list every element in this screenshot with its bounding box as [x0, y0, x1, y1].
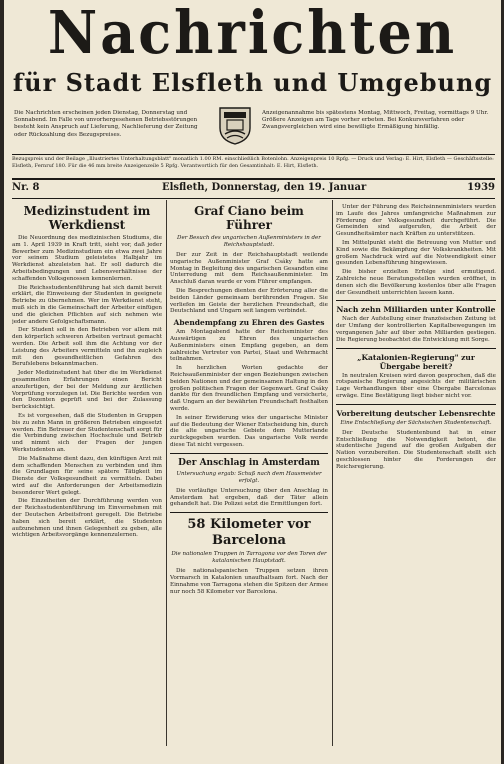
article-paragraph: Die Einzelheiten der Durchführung werden von der Reichsstudentenführung im Einvernehmen mit der Deutschen Arbeitsfront geregelt. Die Betriebe haben sich bereit erklärt, die Studenten aufzunehmen und ihnen Gelegenheit zu geben, alle wichtigen Arbeitsvorgänge kennenzulernen. [12, 498, 162, 539]
article-paragraph: Die Besprechungen dienten der Erörterung aller die beiden Länder gemeinsam berührenden Fragen. Sie verliefen im Geiste der herzlichen Freundschaft, die Deutschland und Ungarn seit langem verbindet. [170, 287, 328, 315]
divider [170, 453, 328, 454]
dateline [12, 182, 495, 196]
article-paragraph: In neutralen Kreisen wird davon gesprochen, daß die rotspanische Regierung angesichts der militärischen Lage Verhandlungen über eine Übergabe Barcelonas erwäge. Eine Bestätigung liegt bisher nicht vor. [336, 372, 496, 399]
article-paragraph: Am Montagabend hatte der Reichsminister des Auswärtigen zu Ehren des ungarischen Außenministers einen Empfang gegeben, an dem zahlreiche Vertreter von Partei, Staat und Wehrmacht teilnahmen. [170, 329, 328, 363]
publication-info: Die Nachrichten erscheinen jeden Dienstag, Donnerstag und Sonnabend. Im Falle von unvorhergesehenen Betriebsstörungen besteht kein Anspruch auf Lieferung, Nachlieferung der Zeitung oder Rückzahlung des Bezugspreises. [14, 110, 198, 138]
section-subhead: Abendempfang zu Ehren des Gastes [173, 318, 325, 328]
article-paragraph: Nach der Aufstellung einer französischen Zeitung ist der Umfang der kontrollierten Kapitalbewegungen im vergangenen Jahr auf über zehn Milliarden gestiegen. Die Regierung beobachtet die Entwicklung mit Sorge. [336, 316, 496, 343]
divider [12, 198, 495, 199]
article-headline: 58 Kilometer vor Barcelona [187, 517, 311, 549]
article-paragraph: Die Reichsstudentenführung hat sich damit bereit erklärt, die Einweisung der Studenten in geeignete Betriebe zu übernehmen. Wer im Werkdienst steht, muß sich in die Gemeinschaft der Arbeiter einfügen und die gleichen Pflichten auf sich nehmen wie jeder andere Gefolgschaftsmann. [12, 284, 162, 325]
article-paragraph: Die bisher erzielten Erfolge sind ermutigend. Zahlreiche neue Beratungsstellen wurden eröffnet, in denen sich die Bevölkerung kostenlos über alle Fragen der Gesundheit unterrichten lassen kann. [336, 269, 496, 296]
article-headline: Vorbereitung deutscher Lebensrechte [336, 408, 496, 418]
imprint-strip: Bezugspreis und der Beilage „Illustriertes Unterhaltungsblatt" monatlich 1.00 RM. einschließlich Botenlohn. Anzeigenpreis 10 Rpfg. — Druck und Verlag: E. Hirt, Elsfleth — Geschäftsstelle: Elsfleth, Fernruf 180. Für die 46 mm breite Anzeigenzeile 5 Rpfg. Verantwortlich für den Gesamtinhalt: E. Hirt, Elsfleth. [12, 156, 494, 169]
article-headline: Der Anschlag in Amsterdam [178, 457, 320, 468]
column-1 [12, 204, 162, 748]
article-paragraph: Der Student soll in den Betrieben vor allem mit den körperlich schweren Arbeiten vertraut gemacht werden. Die Arbeit soll ihm die Achtung vor der Leistung des Arbeiters vermitteln und ihn zugleich mit den gesundheitlichen Gefahren des Berufslebens bekanntmachen. [12, 327, 162, 368]
column-2 [170, 204, 328, 748]
article-paragraph: In herzlichen Worten gedachte der Reichsaußenminister der engen Beziehungen zwischen beiden Nationen und der gemeinsamen Haltung in den großen politischen Fragen der Gegenwart. Graf Csáky dankte für den freundlichen Empfang und versicherte, daß Ungarn an der bewährten Freundschaft festhalten werde. [170, 365, 328, 412]
place-date: Elsfleth, Donnerstag, den 19. Januar [162, 182, 367, 193]
divider [336, 404, 496, 405]
column-3 [336, 204, 496, 748]
newspaper-page [4, 0, 501, 764]
article-subhead: Der Besuch des ungarischen Außenministers in der Reichshauptstadt. [177, 235, 321, 248]
masthead-subtitle: für Stadt Elsfleth und Umgebung [12, 68, 493, 97]
article-paragraph: Die Maßnahme dient dazu, den künftigen Arzt mit dem schaffenden Menschen zu verbinden und ihm die Grundlagen für seine spätere Tätigkeit im Dienste der Volksgesundheit zu vermitteln. Dabei wird auf die Anforderungen der Arbeitsmedizin besonderer Wert gelegt. [12, 455, 162, 496]
divider [12, 154, 495, 155]
article-subhead: Die nationalen Truppen in Tarragona vor den Toren der katalanischen Hauptstadt. [171, 551, 327, 565]
article-paragraph: Es ist vorgesehen, daß die Studenten in Gruppen bis zu zehn Mann in größeren Betrieben eingesetzt werden. Ein Betreuer der Studentenschaft sorgt für die Verbindung zwischen Hochschule und Betrieb und nimmt sich der Fragen der jungen Werkstudenten an. [12, 412, 162, 453]
article-paragraph: Die nationalspanischen Truppen setzen ihren Vormarsch in Katalonien unaufhaltsam fort. Nach der Einnahme von Tarragona stehen die Spitzen der Armee nur noch 58 Kilometer vor Barcelona. [170, 568, 328, 595]
article-paragraph: Der zur Zeit in der Reichshauptstadt weilende ungarische Außenminister Graf Csáky hatte am Montag in Begleitung des ungarischen Gesandten eine Unterredung mit dem Reichsaußenminister. Im Anschluß daran wurde er vom Führer empfangen. [170, 252, 328, 286]
article-paragraph: In seiner Erwiderung wies der ungarische Minister auf die Bedeutung der Wiener Entscheidung hin, durch die alte ungarische Gebiete dem Mutterlande zurückgegeben wurden. Das ungarische Volk werde diese Tat nicht vergessen. [170, 414, 328, 448]
article-paragraph: Die vorläufige Untersuchung über den Anschlag in Amsterdam hat ergeben, daß der Täter allein gehandelt hat. Die Polizei setzt die Ermittlungen fort. [170, 487, 328, 508]
article-headline: Medizinstudent im Werkdienst [23, 204, 151, 232]
article-headline: „Katalonien-Regierung" zur Übergabe bereit? [357, 352, 475, 371]
divider [12, 178, 495, 180]
article-headline: Graf Ciano beim Führer [194, 204, 304, 232]
masthead-title: Nachrichten [47, 0, 458, 68]
article-subhead: Untersuchung ergab: Schuß nach dem Hausmeister erfolgt. [176, 470, 322, 484]
divider [336, 348, 496, 349]
article-paragraph: Unter der Führung des Reichsinnenministers wurden im Laufe des Jahres umfangreiche Maßnahmen zur Förderung der Volksgesundheit durchgeführt. Die Gemeinden sind aufgerufen, die Arbeit der Gesundheitsämter nach Kräften zu unterstützen. [336, 204, 496, 238]
article-paragraph: Im Mittelpunkt steht die Betreuung von Mutter und Kind sowie die Bekämpfung der Volkskrankheiten. Mit großem Nachdruck wird auf die Notwendigkeit einer gesunden Lebensführung hingewiesen. [336, 239, 496, 267]
article-subhead: Eine Entschließung der Sächsischen Studentenschaft. [340, 419, 492, 426]
divider [336, 300, 496, 301]
column-divider [332, 200, 333, 746]
divider [170, 512, 328, 513]
article-paragraph: Der Deutsche Studentenbund hat in einer Entschließung die Notwendigkeit betont, die studentische Jugend auf die großen Aufgaben der Nation vorzubereiten. Die Studentenschaft stellt sich geschlossen hinter die Forderungen der Reichsregierung. [336, 429, 496, 470]
article-headline: Nach zehn Milliarden unter Kontrolle [336, 305, 496, 315]
article-paragraph: Die Neuordnung des medizinischen Studiums, die am 1. April 1939 in Kraft tritt, sieht vor, daß jeder Bewerber zum Medizinstudium ein etwa zwei Jahre vor seinem Studium geleistetes Halbjahr im Werkdienst abzuleisten hat. Er soll dadurch die Arbeitsbedingungen und Lebensverhältnisse der schaffenden Volksgenossen kennenlernen. [12, 235, 162, 282]
column-divider [166, 200, 167, 746]
advertising-info: Anzeigenannahme bis spätestens Montag, Mittwoch, Freitag, vormittags 9 Uhr. Größere Anzeigen am Tage vorher erbeten. Bei Konkursverfahren oder Zwangsvergleichen wird eine bewilligte Ermäßigung hinfällig. [262, 110, 489, 131]
coat-of-arms-icon [218, 106, 252, 146]
issue-number: Nr. 8 [12, 182, 40, 193]
year: 1939 [467, 182, 495, 193]
article-paragraph: Jeder Medizinstudent hat über die im Werkdienst gesammelten Erfahrungen einen Bericht anzufertigen, der bei der Meldung zur ärztlichen Vorprüfung vorzulegen ist. Die Berichte werden von den Dozenten geprüft und bei der Zulassung berücksichtigt. [12, 370, 162, 411]
